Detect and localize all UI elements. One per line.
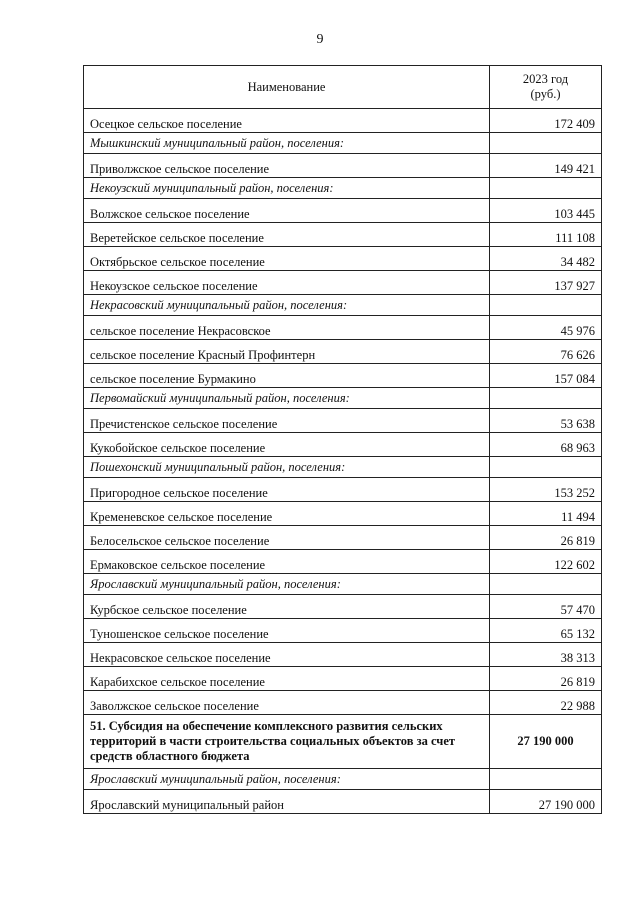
row-name: Карабихское сельское поселение (84, 667, 490, 691)
row-amount: 122 602 (490, 550, 602, 574)
table-row (84, 199, 602, 223)
row-name: Волжское сельское поселение (84, 199, 490, 223)
row-amount: 26 819 (490, 667, 602, 691)
row-amount: 172 409 (490, 109, 602, 133)
group-row (84, 574, 602, 595)
group-name: Ярославский муниципальный район, поселения: (84, 769, 490, 790)
table-row (84, 550, 602, 574)
row-amount: 34 482 (490, 247, 602, 271)
row-amount: 103 445 (490, 199, 602, 223)
row-name: сельское поселение Некрасовское (84, 316, 490, 340)
group-row (84, 178, 602, 199)
group-row (84, 295, 602, 316)
group-row (84, 388, 602, 409)
row-name: Кукобойское сельское поселение (84, 433, 490, 457)
row-name: Веретейское сельское поселение (84, 223, 490, 247)
table-row (84, 478, 602, 502)
row-name: Туношенское сельское поселение (84, 619, 490, 643)
table-header-row (84, 66, 602, 109)
row-amount: 149 421 (490, 154, 602, 178)
row-name: сельское поселение Красный Профинтерн (84, 340, 490, 364)
page-number: 9 (316, 32, 324, 47)
row-name: 51. Субсидия на обеспечение комплексного развития сельских территорий в части строительства социальных объектов за счет средств областного бюджета (84, 715, 490, 769)
row-amount: 157 084 (490, 364, 602, 388)
row-name: сельское поселение Бурмакино (84, 364, 490, 388)
group-name: Ярославский муниципальный район, поселения: (84, 574, 490, 595)
table-row (84, 502, 602, 526)
row-amount: 57 470 (490, 595, 602, 619)
group-name: Мышкинский муниципальный район, поселения: (84, 133, 490, 154)
table-row (84, 247, 602, 271)
row-name: Некоузское сельское поселение (84, 271, 490, 295)
table-row (84, 526, 602, 550)
table-row (84, 316, 602, 340)
row-name: Приволжское сельское поселение (84, 154, 490, 178)
row-amount: 27 190 000 (490, 715, 602, 769)
row-name: Осецкое сельское поселение (84, 109, 490, 133)
table-row (84, 364, 602, 388)
table-row (84, 154, 602, 178)
group-name: Некрасовский муниципальный район, поселения: (84, 295, 490, 316)
header-amount (490, 66, 602, 109)
table-row (84, 109, 602, 133)
row-amount: 27 190 000 (490, 790, 602, 814)
table-row (84, 691, 602, 715)
row-amount: 153 252 (490, 478, 602, 502)
table-row (84, 667, 602, 691)
row-amount (490, 178, 602, 199)
header-amount-unit: (руб.) (530, 87, 561, 101)
subsidy-row (84, 715, 602, 769)
table-row (84, 619, 602, 643)
row-amount (490, 457, 602, 478)
row-amount: 111 108 (490, 223, 602, 247)
row-amount: 22 988 (490, 691, 602, 715)
table-row (84, 223, 602, 247)
row-name: Курбское сельское поселение (84, 595, 490, 619)
group-row (84, 769, 602, 790)
row-name: Ярославский муниципальный район (84, 790, 490, 814)
row-amount: 68 963 (490, 433, 602, 457)
group-row (84, 133, 602, 154)
table-row (84, 790, 602, 814)
table-row (84, 409, 602, 433)
row-amount: 45 976 (490, 316, 602, 340)
row-name: Пригородное сельское поселение (84, 478, 490, 502)
row-amount: 38 313 (490, 643, 602, 667)
row-amount: 137 927 (490, 271, 602, 295)
header-amount-year: 2023 год (522, 72, 569, 86)
row-name: Белосельское сельское поселение (84, 526, 490, 550)
row-amount: 53 638 (490, 409, 602, 433)
table-row (84, 643, 602, 667)
row-amount: 65 132 (490, 619, 602, 643)
table-row (84, 433, 602, 457)
row-amount: 76 626 (490, 340, 602, 364)
row-name: Некрасовское сельское поселение (84, 643, 490, 667)
row-amount (490, 769, 602, 790)
table-row (84, 595, 602, 619)
row-amount (490, 574, 602, 595)
row-name: Ермаковское сельское поселение (84, 550, 490, 574)
row-amount (490, 133, 602, 154)
table-row (84, 340, 602, 364)
row-amount: 26 819 (490, 526, 602, 550)
row-amount (490, 295, 602, 316)
group-name: Первомайский муниципальный район, поселения: (84, 388, 490, 409)
budget-table (83, 65, 602, 814)
row-name: Октябрьское сельское поселение (84, 247, 490, 271)
row-amount (490, 388, 602, 409)
row-name: Заволжское сельское поселение (84, 691, 490, 715)
table-row (84, 271, 602, 295)
row-amount: 11 494 (490, 502, 602, 526)
row-name: Пречистенское сельское поселение (84, 409, 490, 433)
group-name: Пошехонский муниципальный район, поселения: (84, 457, 490, 478)
row-name: Кременевское сельское поселение (84, 502, 490, 526)
group-name: Некоузский муниципальный район, поселения: (84, 178, 490, 199)
header-name: Наименование (84, 66, 490, 109)
group-row (84, 457, 602, 478)
